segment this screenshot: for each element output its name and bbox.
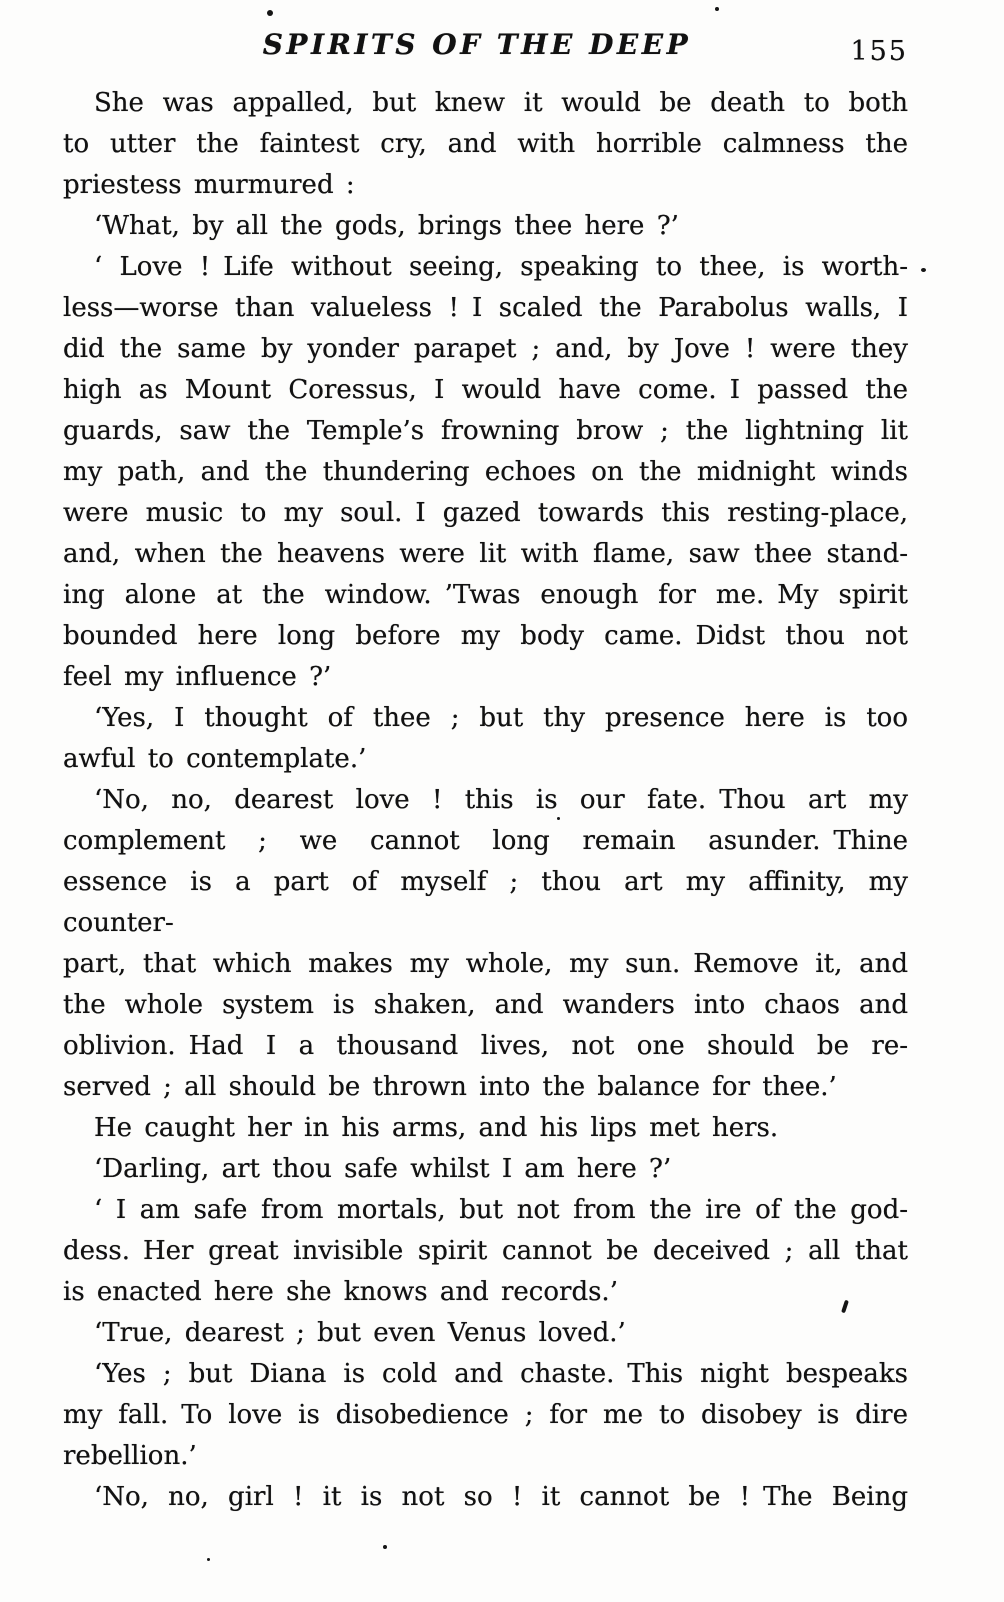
text-line: priestess murmured :	[63, 170, 355, 200]
paragraph	[63, 698, 908, 780]
text-line: ‘Darling, art thou safe whilst I am here ?’	[94, 1154, 672, 1184]
scan-artifact-dot	[921, 268, 926, 272]
scan-artifact-dot	[383, 1545, 387, 1549]
paragraph	[63, 83, 908, 206]
text-line: served ; all should be thrown into the balance for thee.’	[63, 1072, 837, 1102]
text-line: ‘No, no, dearest love ! this is our fate. Thou art my	[94, 785, 908, 815]
text-line: feel my influence ?’	[63, 662, 332, 692]
text-line: essence is a part of myself ; thou art my affinity, my counter-	[63, 867, 908, 938]
text-line: were music to my soul. I gazed towards this resting-place,	[63, 498, 908, 528]
text-line: ‘ Love ! Life without seeing, speaking to thee, is worth-	[94, 252, 908, 282]
text-line: ‘No, no, girl ! it is not so ! it cannot be ! The Being	[94, 1482, 908, 1512]
paragraph	[63, 1149, 908, 1190]
text-line: She was appalled, but knew it would be death to both	[94, 88, 908, 118]
text-line: part, that which makes my whole, my sun. Remove it, and	[63, 949, 908, 979]
text-line: ing alone at the window. ’Twas enough for me. My spirit	[63, 580, 908, 610]
paragraph	[63, 1108, 908, 1149]
paragraph	[63, 206, 908, 247]
paragraph	[63, 780, 908, 1108]
page-title: SPIRITS OF THE DEEP	[262, 28, 692, 61]
text-line: bounded here long before my body came. Didst thou not	[63, 621, 908, 651]
text-line: He caught her in his arms, and his lips met hers.	[94, 1113, 779, 1143]
text-line: awful to contemplate.’	[63, 744, 367, 774]
text-line: high as Mount Coressus, I would have come. I passed the	[63, 375, 908, 405]
scan-artifact-dot	[557, 817, 560, 820]
text-block	[63, 83, 908, 1518]
paragraph	[63, 1477, 908, 1518]
paragraph	[63, 1190, 908, 1313]
text-line: and, when the heavens were lit with flame, saw thee stand-	[63, 539, 908, 569]
running-head	[63, 24, 908, 68]
text-line: my path, and the thundering echoes on the midnight winds	[63, 457, 908, 487]
text-line: less—worse than valueless ! I scaled the Parabolus walls, I	[63, 293, 908, 323]
text-line: ‘Yes ; but Diana is cold and chaste. This night bespeaks	[94, 1359, 908, 1389]
text-line: ‘ I am safe from mortals, but not from the ire of the god-	[94, 1195, 908, 1225]
text-line: the whole system is shaken, and wanders into chaos and	[63, 990, 908, 1020]
paragraph	[63, 247, 908, 698]
page-number: 155	[850, 36, 908, 67]
text-line: dess. Her great invisible spirit cannot be deceived ; all that	[63, 1236, 908, 1266]
text-line: oblivion. Had I a thousand lives, not one should be re-	[63, 1031, 908, 1061]
scan-artifact-dot	[207, 1558, 210, 1561]
text-line: did the same by yonder parapet ; and, by Jove ! were they	[63, 334, 908, 364]
text-line: guards, saw the Temple’s frowning brow ; the lightning lit	[63, 416, 908, 446]
scan-artifact-dot	[715, 7, 719, 11]
text-line: ‘What, by all the gods, brings thee here ?’	[94, 211, 679, 241]
text-line: my fall. To love is disobedience ; for me to disobey is dire	[63, 1400, 908, 1430]
text-line: complement ; we cannot long remain asunder. Thine	[63, 826, 908, 856]
scan-artifact-dot	[267, 10, 273, 16]
paragraph	[63, 1354, 908, 1477]
text-line: to utter the faintest cry, and with horrible calmness the	[63, 129, 908, 159]
text-line: is enacted here she knows and records.’	[63, 1277, 618, 1307]
text-line: ‘True, dearest ; but even Venus loved.’	[94, 1318, 626, 1348]
paragraph	[63, 1313, 908, 1354]
text-line: rebellion.’	[63, 1441, 197, 1471]
text-line: ‘Yes, I thought of thee ; but thy presence here is too	[94, 703, 908, 733]
